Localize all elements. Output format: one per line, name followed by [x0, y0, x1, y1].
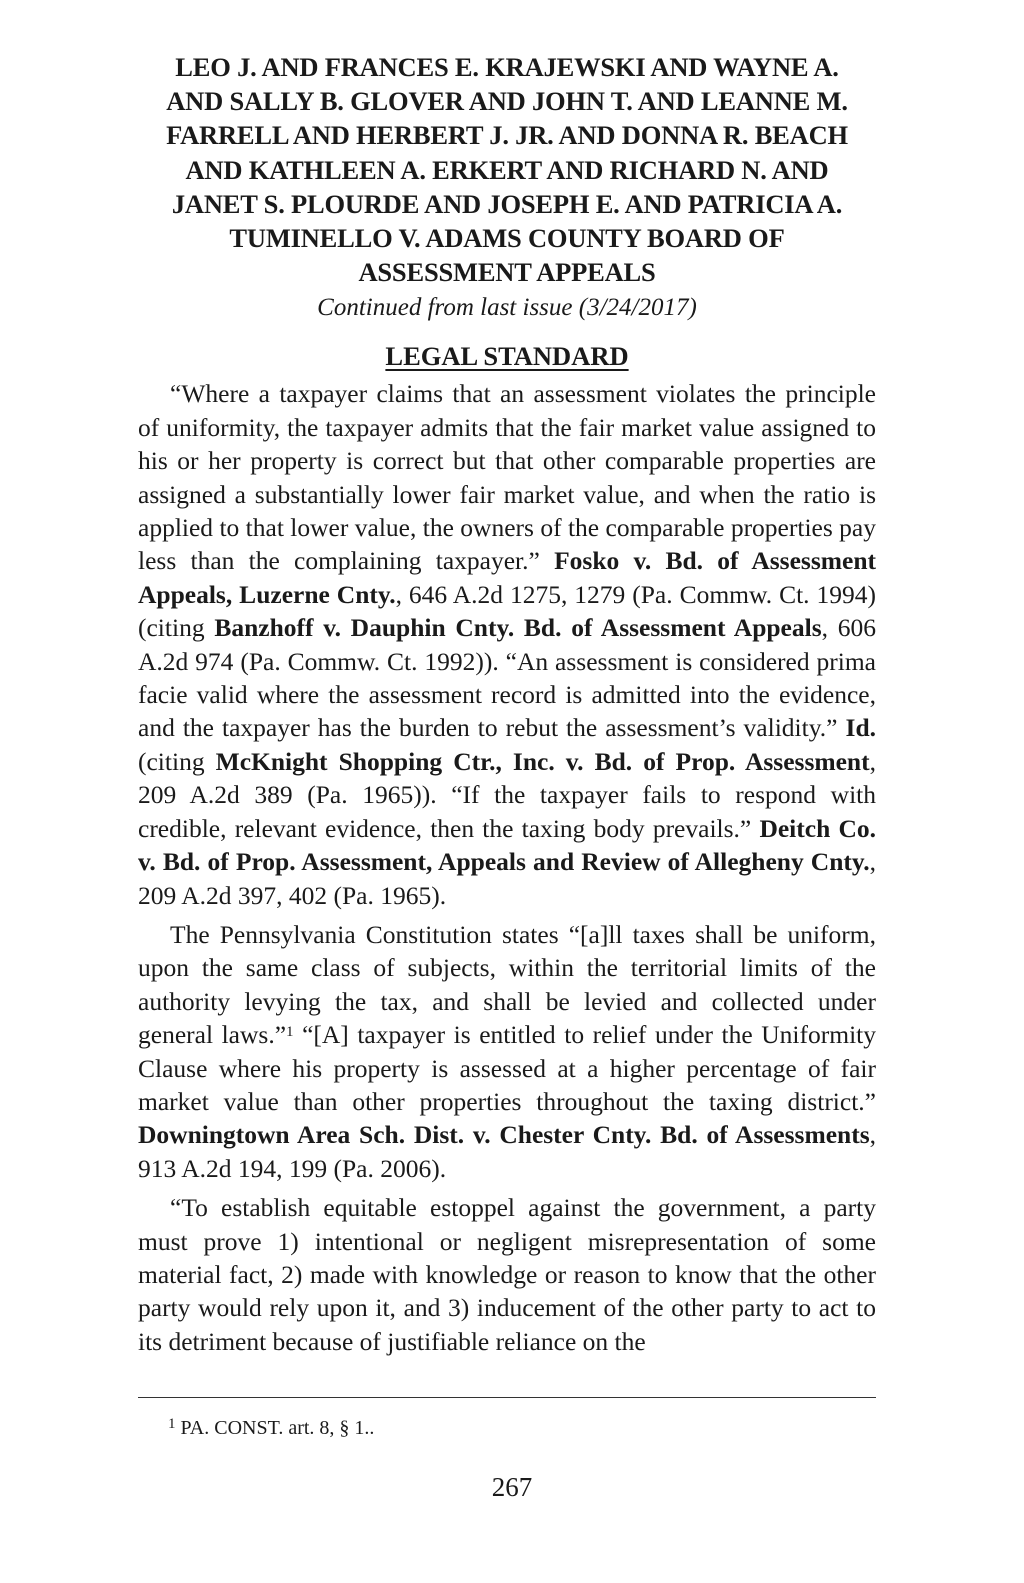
footnote-divider: [138, 1397, 876, 1398]
case-citation: McKnight Shopping Ctr., Inc. v. Bd. of Prop. Assessment: [215, 746, 870, 776]
caption-line: TUMINELLO V. ADAMS COUNTY BOARD OF: [229, 223, 785, 254]
caption-line: ASSESSMENT APPEALS: [358, 257, 656, 288]
paragraph-text: , 646 A.2d 1275, 1279 (Pa. Commw. Ct. 1994) (citing: [138, 579, 876, 643]
footnote-number: 1: [168, 1416, 176, 1432]
section-heading: LEGAL STANDARD: [385, 341, 629, 372]
case-citation: Banzhoff v. Dauphin Cnty. Bd. of Assessment Appeals: [214, 613, 822, 643]
page-body: [138, 50, 876, 1358]
paragraph-text: , 606 A.2d 974 (Pa. Commw. Ct. 1992)). “An assessment is considered prima facie valid where the assessment record is admitted into the evidence, and the taxpayer has the burden to rebut the assessment’s validity.”: [138, 613, 876, 743]
caption-line: AND KATHLEEN A. ERKERT AND RICHARD N. AND: [185, 154, 829, 185]
caption-line: JANET S. PLOURDE AND JOSEPH E. AND PATRICIA A.: [171, 188, 843, 219]
paragraph-2: [138, 918, 876, 1185]
caption-line: AND SALLY B. GLOVER AND JOHN T. AND LEANNE M.: [166, 86, 848, 117]
paragraph-3: [138, 1191, 876, 1358]
paragraph-text: (citing: [138, 746, 216, 776]
case-citation: Downingtown Area Sch. Dist. v. Chester Cnty. Bd. of Assessments: [138, 1120, 870, 1150]
caption-line: LEO J. AND FRANCES E. KRAJEWSKI AND WAYNE A.: [175, 52, 839, 82]
case-citation: Deitch Co. v. Bd. of Prop. Assessment, Appeals and Review of Allegheny Cnty.: [138, 813, 876, 877]
case-citation: Id.: [845, 713, 876, 743]
paragraph-text: “To establish equitable estoppel against the government, a party must prove 1) intentional or negligent misrepresentation of some material fact, 2) made with knowledge or reason to know that the other party would rely upon it, and 3) inducement of the other party to act to its detriment because of justifiable reliance on the: [138, 1193, 876, 1356]
case-citation: Fosko v. Bd. of Assessment Appeals, Luzerne Cnty.: [138, 546, 876, 609]
footnote: [168, 1411, 374, 1441]
footnote-reference[interactable]: 1: [286, 1024, 294, 1041]
paragraph-text: , 209 A.2d 389 (Pa. 1965)). “If the taxpayer fails to respond with credible, relevant evidence, then the taxing body prevails.”: [138, 746, 876, 843]
paragraph-text: , 913 A.2d 194, 199 (Pa. 2006).: [138, 1120, 876, 1183]
paragraph-text: The Pennsylvania Constitution states “[a]ll taxes shall be uniform, upon the same class of subjects, within the territorial limits of the authority levying the tax, and shall be levied and collected under general laws.”: [138, 919, 876, 1050]
footnote-text: PA. CONST. art. 8, § 1..: [180, 1417, 375, 1439]
paragraph-text: “Where a taxpayer claims that an assessment violates the principle of uniformity, the taxpayer admits that the fair market value assigned to his or her property is correct but that other comparable properties are assigned a substantially lower fair market value, and when the ratio is applied to that lower value, the owners of the comparable properties pay less than the complaining taxpayer.”: [138, 379, 876, 576]
paragraph-text: “[A] taxpayer is entitled to relief under the Uniformity Clause where his property is assessed at a higher percentage of fair market value than other properties throughout the taxing district.”: [138, 1020, 876, 1116]
page-number: 267: [491, 1472, 533, 1502]
continued-note: Continued from last issue (3/24/2017): [317, 294, 697, 322]
paragraph-text: , 209 A.2d 397, 402 (Pa. 1965).: [138, 847, 876, 910]
caption-line: FARRELL AND HERBERT J. JR. AND DONNA R. BEACH: [166, 120, 848, 151]
paragraph-1: [138, 377, 876, 912]
case-caption: [138, 50, 876, 289]
